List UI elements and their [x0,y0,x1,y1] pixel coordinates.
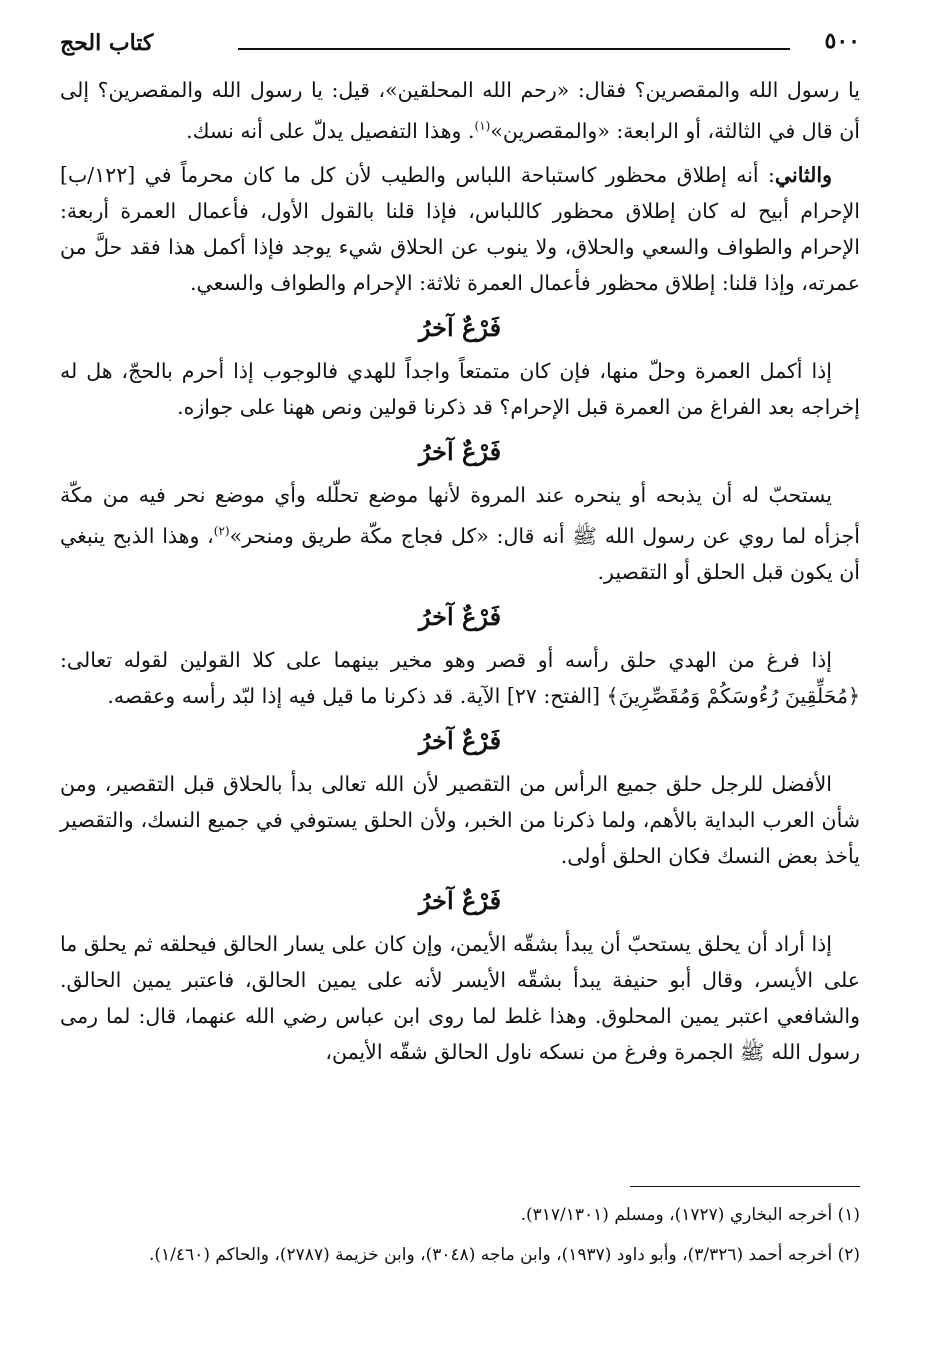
header-rule [238,48,790,50]
paragraph-text: : أنه إطلاق محظور كاستباحة اللباس والطيب لأن كل ما كان محرماً في [١٢٢/ب] الإحرام أبيح له كان إطلاق محظور كاللباس، فإذا قلنا بالقول الأول، فأعمال العمرة أربعة: الإحرام والطواف والسعي والحلاق، ولا ينوب عن الحلاق شيء يوجد فإذا أكمل هذا فقد حلَّ من عمرته، وإذا قلنا: إطلاق محظور فأعمال العمرة ثلاثة: الإحرام والطواف والسعي. [60,162,860,295]
paragraph [60,477,860,590]
footnote-separator [630,1186,860,1187]
paragraph: إذا أكمل العمرة وحلّ منها، فإن كان متمتعاً واجداً للهدي فالوجوب إذا أحرم بالحجّ، هل له إخراجه بعد الفراغ من العمرة قبل الإحرام؟ قد ذكرنا قولين ونص ههنا على جوازه. [60,358,860,419]
footnote: (١) أخرجه البخاري (١٧٢٧)، ومسلم (٣١٧/١٣٠١). [520,1205,860,1225]
paragraph: إذا فرغ من الهدي حلق رأسه أو قصر وهو مخير بينهما على كلا القولين لقوله تعالى: ﴿مُحَلِّقِينَ رُءُوسَكُمْ وَمُقَصِّرِينَ﴾ [الفتح: ٢٧] الآية. قد ذكرنا ما قيل فيه إذا لبّد رأسه وعقصه. [60,647,860,708]
section-heading: فَرْعٌ آخرُ [418,725,502,755]
page-number: ٥٠٠ [824,28,860,54]
footnote-ref: (٢) [213,523,230,538]
main-text [60,72,860,1078]
footnote-ref: (١) [474,119,491,133]
footnote: (٢) أخرجه أحمد (٣/٣٢٦)، وأبو داود (١٩٣٧)، وابن ماجه (٣٠٤٨)، وابن خزيمة (٢٧٨٧)، والحاكم (١/٤٦٠). [149,1245,860,1265]
paragraph-text: . وهذا التفصيل يدلّ على أنه نسك. [186,118,475,143]
paragraph: الأفضل للرجل حلق جميع الرأس من التقصير لأن الله تعالى بدأ بالحلاق قبل التقصير، ومن شأن العرب البداية بالأهم، ولما ذكرنا من الخبر، ولأن الحلق يستوفي في جميع النسك، والتقصير يأخذ بعض النسك فكان الحلق أولى. [60,771,860,868]
paragraph-text: ، وهذا الذبح ينبغي أن يكون قبل الحلق أو التقصير. [60,523,860,584]
paragraph-text: يا رسول الله والمقصرين؟ فقال: «رحم الله المحلقين»، قيل: يا رسول الله والمقصرين؟ إلى أن قال في الثالثة، أو الرابعة: «والمقصرين» [60,78,860,143]
paragraph [60,157,860,301]
footnotes [60,1200,860,1280]
book-title: كتاب الحج [60,30,154,56]
paragraph-lead: والثاني [774,162,832,187]
paragraph-text: يستحبّ له أن يذبحه أو ينحره عند المروة لأنها موضع تحلّله وأي موضع نحر فيه من مكّة أجزأه لما روي عن رسول الله ﷺ أنه قال: «كل فجاج مكّة طريق ومنحر» [60,482,860,548]
page-header [60,24,860,64]
paragraph [60,72,860,149]
section-heading: فَرْعٌ آخرُ [418,436,502,466]
section-heading: فَرْعٌ آخرُ [418,312,502,342]
section-heading: فَرْعٌ آخرُ [418,885,502,915]
paragraph: إذا أراد أن يحلق يستحبّ أن يبدأ بشقّه الأيمن، وإن كان على يسار الحالق فيحلقه ثم يحلق ما على الأيسر، وقال أبو حنيفة يبدأ بشقّه الأيسر لأنه على يمين الحالق، فاعتبر يمين الحالق. والشافعي اعتبر يمين المحلوق. وهذا غلط لما روى ابن عباس رضي الله عنهما، قال: لما رمى رسول الله ﷺ الجمرة وفرغ من نسكه ناول الحالق شقّه الأيمن، [60,931,860,1064]
section-heading: فَرْعٌ آخرُ [418,601,502,631]
